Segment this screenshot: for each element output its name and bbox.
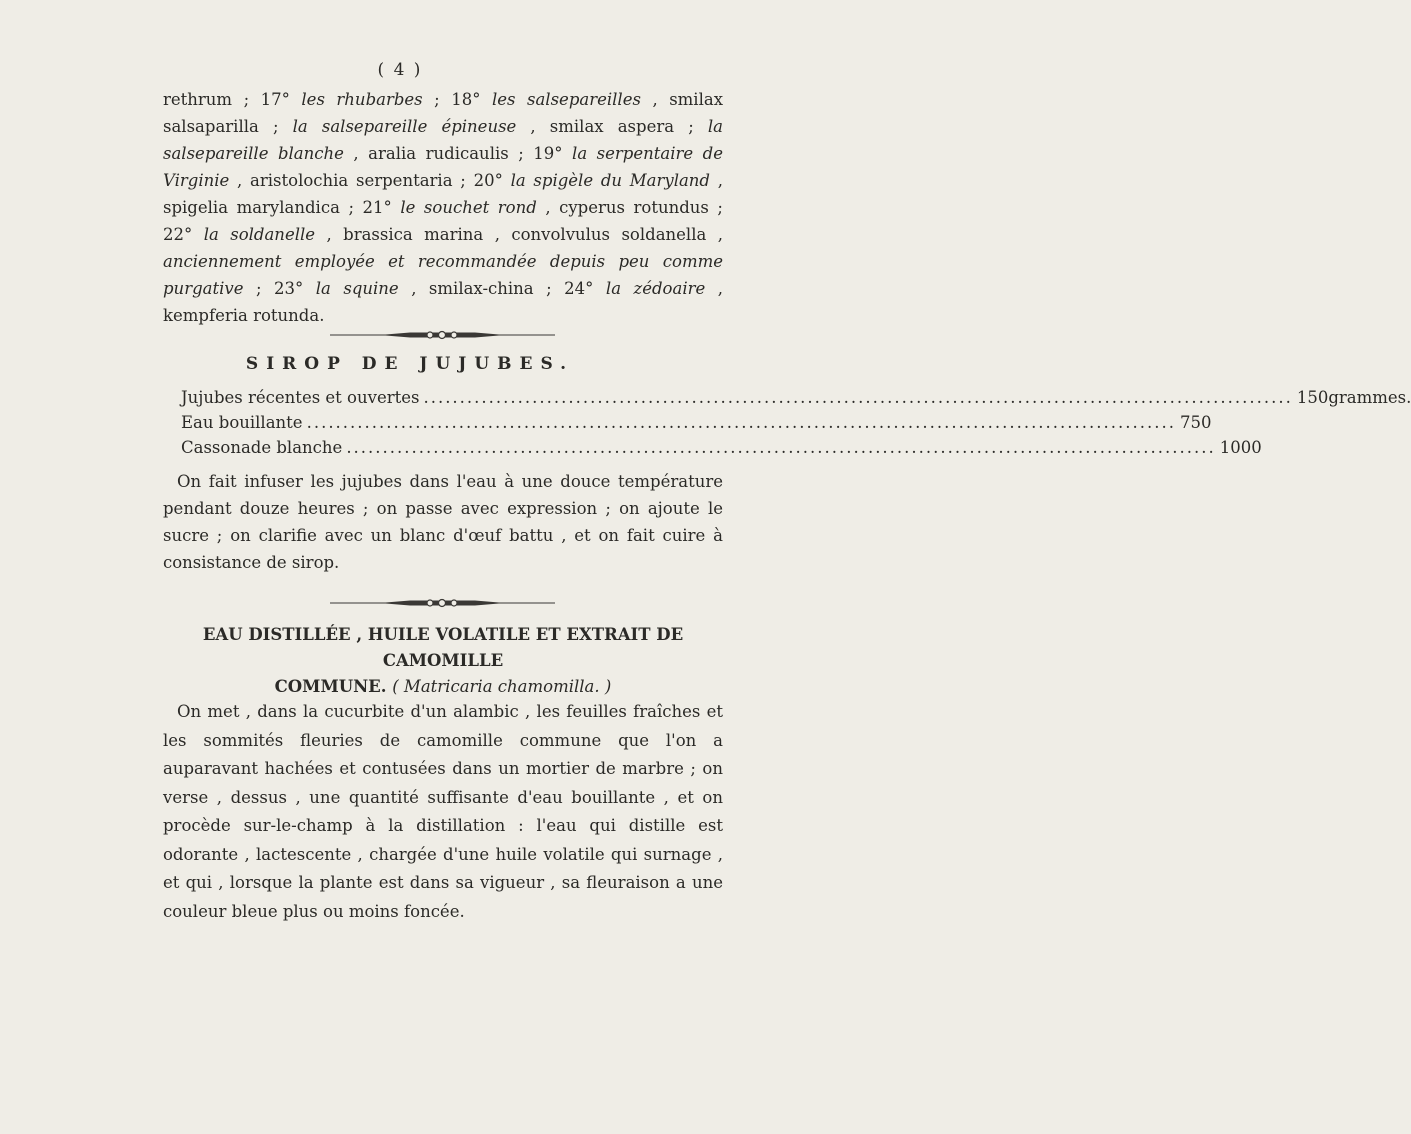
plant-list-text: , smilax salsaparilla ; [163,90,724,136]
plant-list-text: , aristolochia serpentaria ; 20° [229,171,511,190]
plant-list-text: ; 18° [422,90,492,109]
page-number: ( 4 ) [377,60,423,80]
dot-leader: ........................................................................................................................ [306,413,1176,432]
section-title-sirop: SIROP DE JUJUBES. [245,354,575,374]
plant-list-paragraph [163,86,723,329]
plant-list-text: , smilax aspera ; [516,117,708,136]
plant-name-french: la squine [315,279,399,298]
plant-name-french: anciennement employée et recommandée depuis peu comme purgative [163,252,723,298]
plant-list-text: , smilax-china ; 24° [398,279,606,298]
ingredient-row [163,388,1411,413]
latin-name: ( Matricaria chamomilla. ) [392,677,612,696]
dot-leader: ........................................................................................................................ [346,438,1216,457]
plant-name-french: les salsepareilles [491,90,641,109]
continuation-paragraph [163,86,723,329]
ornament-divider [330,330,555,340]
plant-list-text: rethrum ; 17° [163,90,302,109]
ingredient-name: Eau bouillante [181,413,303,432]
camomille-paragraph: On met , dans la cucurbite d'un alambic , les feuilles fraîches et les sommités fleuries de camomille commune que l'on a auparavant hachées et contusées dans un mortier de marbre ; on verse , dessus , une quantité suffisante d'eau bouillante , et on procède sur-le-champ à la distillation : l'eau qui distille est odorante , lactescente , chargée d'une huile volatile qui surnage , et qui , lorsque la plante est dans sa vigueur , sa fleuraison a une couleur bleue plus ou moins foncée. [163,702,723,921]
plant-name-french: la spigèle du Maryland [510,171,710,190]
section-title-line2: COMMUNE. [274,677,387,696]
camomille-instructions [163,698,723,926]
plant-list-text: ; 23° [243,279,316,298]
plant-name-french: le souchet rond [400,198,537,217]
ingredient-quantity: 1000 [1219,438,1262,457]
section-title-camomille [163,622,723,700]
plant-name-french: la salsepareille blanche [163,117,723,163]
ingredient-quantity: 750 [1179,413,1212,432]
plant-list-text: , aralia rudicaulis ; 19° [343,144,573,163]
plant-name-french: la soldanelle [203,225,316,244]
ingredient-list [163,388,1411,463]
ingredient-row [163,438,1262,463]
plant-list-text: , spigelia marylandica ; 21° [163,171,723,217]
plant-name-french: la salsepareille épineuse [292,117,517,136]
sirop-instructions [163,468,723,576]
ingredient-row [163,413,1212,438]
plant-list-text: , kempferia rotunda. [163,279,723,325]
ingredient-name: Jujubes récentes et ouvertes [181,388,420,407]
plant-list-text: , brassica marina , convolvulus soldanella , [315,225,723,244]
ingredient-quantity: 150grammes. [1296,388,1411,407]
ingredient-name: Cassonade blanche [181,438,343,457]
plant-name-french: les rhubarbes [301,90,423,109]
plant-list-text: , cyperus rotundus ; 22° [163,198,723,244]
sirop-paragraph: On fait infuser les jujubes dans l'eau à une douce température pendant douze heures ; on passe avec expression ; on ajoute le sucre ; on clarifie avec un blanc d'œuf battu , et on fait cuire à consistance de sirop. [163,472,723,572]
ornament-divider-2 [330,598,555,608]
plant-name-french: la serpentaire de Virginie [163,144,723,190]
section-title-line1: EAU DISTILLÉE , HUILE VOLATILE ET EXTRAIT DE CAMOMILLE [202,625,684,670]
plant-name-french: la zédoaire [605,279,706,298]
dot-leader: ........................................................................................................................ [423,388,1293,407]
